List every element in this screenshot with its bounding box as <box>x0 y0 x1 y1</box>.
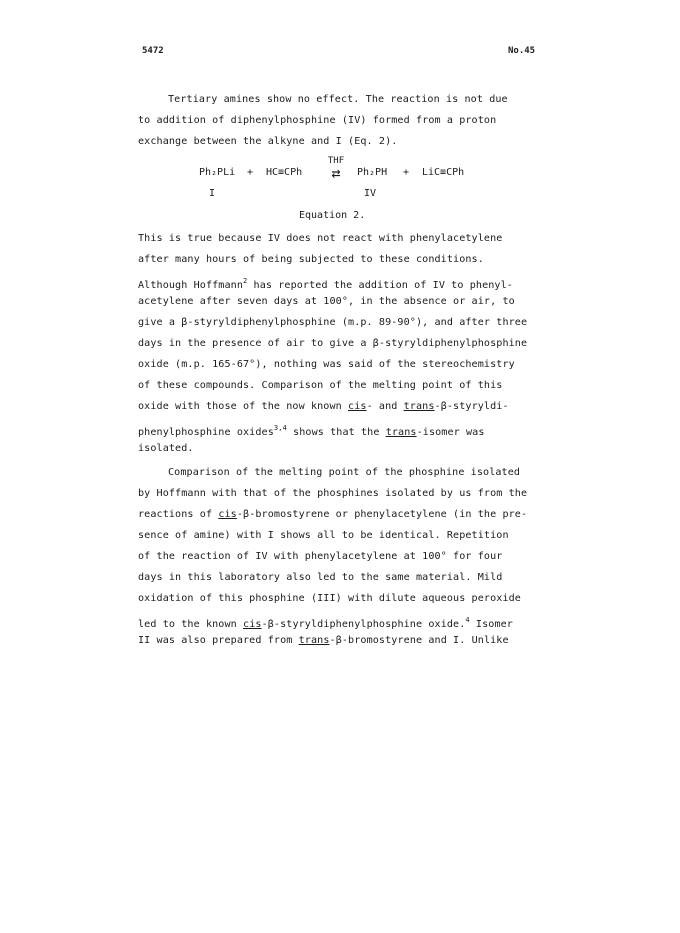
equation-product-2: LiC≡CPh <box>422 167 465 178</box>
text-line: sence of amine) with I shows all to be identical. Repetition <box>138 530 509 541</box>
compound-label-IV: IV <box>364 188 377 199</box>
text-line: by Hoffmann with that of the phosphines isolated by us from the <box>138 488 528 499</box>
text-line: days in this laboratory also led to the same material. Mild <box>138 572 503 583</box>
text-line: Comparison of the melting point of the phosphine isolated <box>168 467 521 478</box>
equation-reactant-2: HC≡CPh <box>266 167 303 178</box>
reference-mark: 3,4 <box>273 424 287 432</box>
solvent-label: THF <box>327 156 345 166</box>
text-line: Tertiary amines show no effect. The reaction is not due <box>168 94 508 105</box>
text-line: exchange between the alkyne and I (Eq. 2). <box>138 136 398 147</box>
page-number: 5472 <box>142 46 164 56</box>
compound-label-I: I <box>209 188 216 199</box>
text-line: This is true because IV does not react with phenylacetylene <box>138 233 503 244</box>
text-line: oxide (m.p. 165-67°), nothing was said of the stereochemistry <box>138 359 515 370</box>
text-line: oxide with those of the now known cis- and trans-β-styryldi- <box>138 401 509 412</box>
text-line: phenylphosphine oxides$^{3,4}$ shows that the trans-isomer was <box>138 424 485 438</box>
equation-product-1: Ph₂PH <box>357 167 388 178</box>
text-line: led to the known cis-β-styryldiphenylphosphine oxide.$^4$ Isomer <box>138 616 513 630</box>
text-line: oxidation of this phosphine (III) with dilute aqueous peroxide <box>138 593 521 604</box>
text-line: reactions of cis-β-bromostyrene or phenylacetylene (in the pre- <box>138 509 528 520</box>
text-line: to addition of diphenylphosphine (IV) formed from a proton <box>138 115 497 126</box>
text-line: acetylene after seven days at 100°, in the absence or air, to <box>138 296 515 307</box>
text-line: days in the presence of air to give a β-styryldiphenylphosphine <box>138 338 528 349</box>
equation-plus: + <box>403 167 410 178</box>
reference-mark: 2 <box>243 277 248 285</box>
text-line: after many hours of being subjected to these conditions. <box>138 254 484 265</box>
issue-number: No.45 <box>508 46 536 56</box>
text-line: II was also prepared from trans-β-bromostyrene and I. Unlike <box>138 635 509 646</box>
text-line: give a β-styryldiphenylphosphine (m.p. 89-90°), and after three <box>138 317 528 328</box>
equation-plus: + <box>247 167 254 178</box>
text-line: Although Hoffmann$^2$ has reported the addition of IV to phenyl- <box>138 277 513 291</box>
reference-mark: 4 <box>465 616 470 624</box>
equilibrium-arrow-icon: ⇄ <box>331 164 341 182</box>
equation-reactant-1: Ph₂PLi <box>199 167 236 178</box>
text-line: of these compounds. Comparison of the melting point of this <box>138 380 503 391</box>
text-line: of the reaction of IV with phenylacetylene at 100° for four <box>138 551 503 562</box>
equilibrium-arrow <box>320 156 352 180</box>
equation-caption: Equation 2. <box>299 210 366 221</box>
text-line: isolated. <box>138 443 194 454</box>
